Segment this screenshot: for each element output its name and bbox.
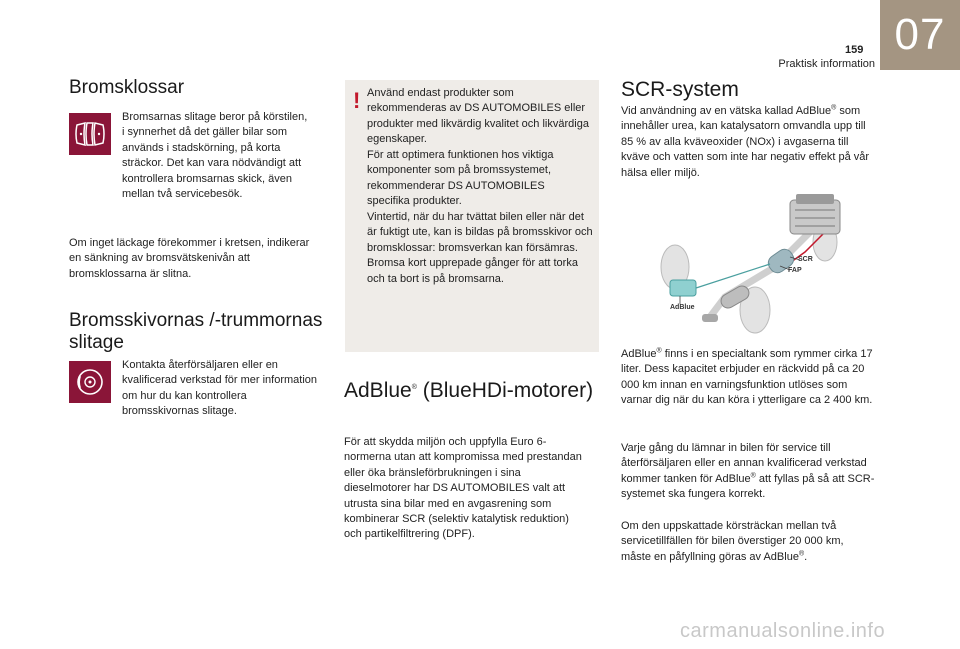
heading-adblue-reg: ® [411, 384, 417, 391]
heading-bromsklossar: Bromsklossar [69, 77, 185, 98]
paragraph-scr [621, 104, 876, 181]
scr-text-a: Vid användning av en vätska kallad AdBlue [621, 105, 832, 117]
paragraph-adblue-tank [621, 347, 876, 409]
paragraph-mileage-refill [621, 519, 876, 565]
paragraph-disc-wear: Kontakta återförsäljaren eller en kvalificerad verkstad för mer information om hur du kan kontrollera bromsskivornas slitage. [122, 359, 318, 418]
scr-text-b: som innehåller urea, kan katalysatorn omvandla upp till 85 % av alla kväveoxider (NOx) i avgaserna till kväve och vatten som inte har negativ effekt på vår hälsa eller miljö. [621, 105, 870, 179]
page-number: 159 [845, 44, 864, 56]
service-reg: ® [750, 472, 756, 480]
brake-pads-icon [69, 113, 111, 155]
tank-text-b: finns i en specialtank som rymmer cirka 17 liter. Dess kapacitet erbjuder en räckvidd på ca 20 000 km innan en varningsfunktion utlöses som varnar dig när du kan köra i ytterligare ca 2 400 km. [621, 348, 873, 407]
note-paragraph-1: Använd endast produkter som rekommenderas av DS AUTOMOBILES eller produkter med likvärdig kvalitet och likvärdiga egenskaper. [367, 87, 589, 146]
heading-brake-discs: Bromsskivornas /-trummornas slitage [69, 310, 323, 353]
mileage-text-b: . [804, 550, 808, 563]
scr-system-diagram [640, 192, 880, 340]
label-scr: SCR [798, 256, 813, 263]
section-title: Praktisk information [778, 58, 875, 70]
watermark: carmanualsonline.info [680, 620, 886, 642]
paragraph-adblue-intro: För att skydda miljön och uppfylla Euro 6-normerna utan att kompromissa med prestandan eller öka bränsleförbrukningen i sina dieselmotorer har DS AUTOMOBILES valt att utrusta sina bilar med en avgasrening som kombinerar SCR (selektiv katalytisk reduktion) och partikelfiltrering (DPF). [344, 436, 582, 541]
mileage-text-a: Om den uppskattade körsträckan mellan två servicetillfällen för bilen överstiger 20 000 km, måste en påfyllning göras av AdBlue [621, 520, 844, 563]
note-paragraph-3: Vintertid, när du har tvättat bilen eller när det är fuktigt ute, kan is bildas på bromsskivor och bromsklossar: bromsverkan kan försämras. Bromsa kort upprepade gånger för att torka och ta bort is på bromsarna. [367, 211, 593, 285]
warning-icon: ! [353, 88, 361, 113]
heading-adblue [344, 379, 594, 403]
tank-reg: ® [656, 347, 662, 355]
scr-reg: ® [831, 104, 837, 112]
mileage-reg: ® [798, 550, 805, 558]
paragraph-leakage: Om inget läckage förekommer i kretsen, indikerar en sänkning av bromsvätskenivån att bromsklossarna är slitna. [69, 237, 310, 280]
note-paragraph-2: För att optimera funktionen hos viktiga komponenter som på bromssystemet, rekommenderar DS AUTOMOBILES specifika produkter. [367, 149, 554, 208]
brake-disc-icon [69, 361, 111, 403]
heading-adblue-rest: (BlueHDi-motorer) [416, 379, 594, 402]
service-text-b: att fyllas på så att SCR-systemet ska fungera korrekt. [621, 472, 875, 501]
paragraph-service-refill [621, 441, 876, 503]
chapter-badge: 07 [880, 0, 960, 70]
heading-scr: SCR-system [621, 78, 739, 101]
label-adblue: AdBlue [670, 304, 695, 311]
heading-adblue-text: AdBlue [344, 379, 412, 402]
label-fap: FAP [788, 267, 802, 274]
paragraph-brake-wear: Bromsarnas slitage beror på körstilen, i synnerhet då det gäller bilar som används i stadskörning, på korta sträckor. Det kan vara nödvändigt att kontrollera bromsarnas skick, även mellan två servicebesök. [122, 111, 308, 201]
service-text-a: Varje gång du lämnar in bilen för service till återförsäljaren eller en annan kvalificerad verkstad kommer tanken för AdBlue [621, 442, 867, 485]
tank-text-a: AdBlue [621, 348, 657, 360]
